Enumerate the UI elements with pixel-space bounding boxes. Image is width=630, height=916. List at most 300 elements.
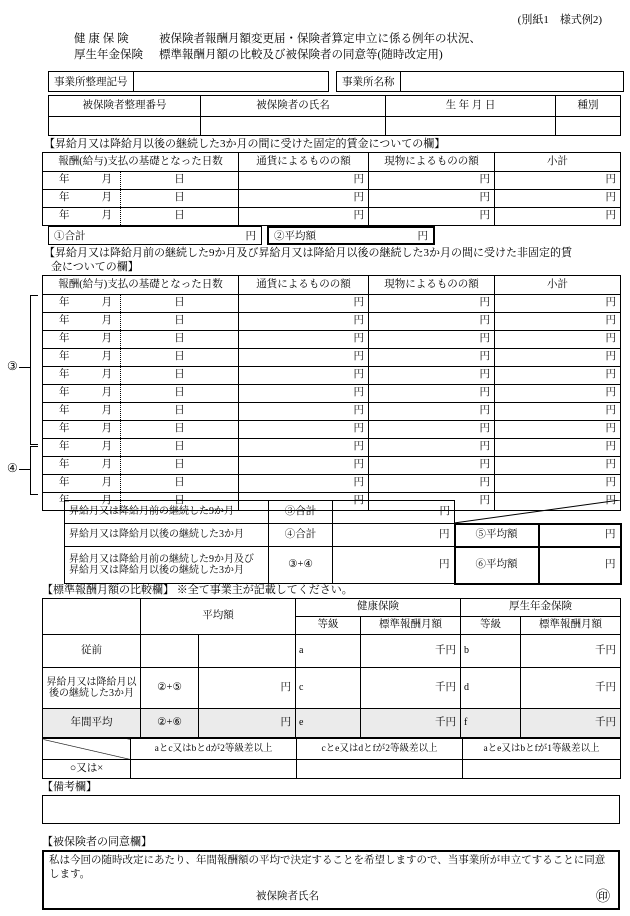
answer-cell-1[interactable] [131, 760, 297, 779]
insured-table [48, 95, 621, 136]
month-unit: 月 [101, 423, 112, 435]
yen-unit: 円 [353, 297, 364, 309]
yen-unit: 円 [605, 459, 616, 471]
subtotal-cell[interactable] [495, 331, 621, 349]
cash-amount-cell[interactable] [239, 367, 369, 385]
wage-row [43, 349, 621, 367]
average-header: 平均額 [141, 599, 296, 635]
threemonths-op: ②+⑤ [141, 668, 199, 709]
year-unit: 年 [59, 477, 70, 489]
answer-cell-2[interactable] [297, 760, 463, 779]
day-unit: 日 [174, 387, 185, 399]
insured-type-field[interactable] [556, 117, 621, 136]
grade-cell-c[interactable] [296, 668, 361, 709]
inkind-amount-cell[interactable] [369, 172, 495, 190]
subtotal-cell[interactable] [495, 190, 621, 208]
grade-cell-f[interactable] [461, 709, 521, 738]
year-unit: 年 [59, 297, 70, 309]
days-cell[interactable] [121, 172, 239, 190]
year-month-cell[interactable] [43, 295, 121, 313]
grade-header: 等級 [461, 617, 521, 635]
thousand-yen-unit: 千円 [435, 716, 456, 728]
comparison-row-annual [43, 709, 621, 738]
wage-row [43, 190, 621, 208]
annual-average-cell[interactable] [199, 709, 296, 738]
month-unit: 月 [101, 192, 112, 204]
office-code-field[interactable] [134, 72, 329, 91]
inkind-amount-cell[interactable] [369, 367, 495, 385]
wage-row [43, 403, 621, 421]
monthly-cell-a[interactable] [361, 635, 461, 668]
insured-birth-header: 生 年 月 日 [386, 96, 556, 117]
monthly-cell-e[interactable] [361, 709, 461, 738]
avg6-value-cell[interactable] [539, 547, 621, 584]
days-cell[interactable] [121, 421, 239, 439]
day-unit: 日 [174, 477, 185, 489]
yen-unit: 円 [605, 495, 616, 507]
summary-row-combined [65, 547, 621, 584]
insured-name-field[interactable] [201, 117, 386, 136]
thousand-yen-unit: 千円 [595, 644, 616, 656]
nonfixed-wage-section-title [44, 247, 572, 274]
answer-cell-3[interactable] [463, 760, 621, 779]
day-unit: 日 [174, 441, 185, 453]
insured-birth-field[interactable] [386, 117, 556, 136]
total1-box[interactable] [48, 226, 262, 245]
year-unit: 年 [59, 315, 70, 327]
form-description-line1: 被保険者報酬月額変更届・保険者算定申立に係る例年の状況、 [159, 33, 481, 45]
month-unit: 月 [101, 495, 112, 507]
month-unit: 月 [101, 459, 112, 471]
month-unit: 月 [101, 369, 112, 381]
yen-unit: 円 [605, 441, 616, 453]
yen-unit: 円 [353, 174, 364, 186]
yen-unit: 円 [439, 505, 450, 517]
yen-unit: 円 [605, 333, 616, 345]
comparison-note: ※全て事業主が記載してください。 [176, 584, 353, 596]
yen-unit: 円 [479, 351, 490, 363]
days-cell[interactable] [121, 403, 239, 421]
thousand-yen-unit: 千円 [435, 681, 456, 693]
yen-unit: 円 [353, 333, 364, 345]
month-unit: 月 [101, 315, 112, 327]
form-description-line2: 標準報酬月額の比較及び被保険者の同意等(随時改定用) [159, 49, 443, 61]
cash-amount-cell[interactable] [239, 475, 369, 493]
fixed-wage-table [42, 152, 621, 226]
yen-unit: 円 [353, 423, 364, 435]
inkind-amount-cell[interactable] [369, 208, 495, 226]
day-unit: 日 [174, 210, 185, 222]
inkind-amount-cell[interactable] [369, 475, 495, 493]
days-cell[interactable] [121, 475, 239, 493]
sum4-value-cell[interactable] [333, 524, 455, 547]
year-month-cell[interactable] [43, 457, 121, 475]
yen-unit: 円 [353, 351, 364, 363]
wage-row [43, 331, 621, 349]
cash-amount-cell[interactable] [239, 208, 369, 226]
days-column-header: 報酬(給与)支払の基礎となった日数 [43, 153, 239, 172]
remarks-field[interactable] [42, 795, 620, 824]
inkind-amount-cell[interactable] [369, 331, 495, 349]
cash-amount-cell[interactable] [239, 190, 369, 208]
inkind-amount-cell[interactable] [369, 295, 495, 313]
previous-op-cell [141, 635, 199, 668]
seal-mark: ㊞ [596, 890, 610, 905]
form-description [159, 31, 481, 63]
judgement-condition-row [43, 739, 621, 760]
sum34-value-cell[interactable] [333, 547, 455, 584]
inkind-amount-cell[interactable] [369, 403, 495, 421]
days-cell[interactable] [121, 313, 239, 331]
wage-row [43, 385, 621, 403]
letter-e: e [299, 717, 304, 729]
total1-label: ①合計 [54, 231, 86, 242]
days-cell[interactable] [121, 457, 239, 475]
avg5-value-cell[interactable] [539, 524, 621, 547]
year-unit: 年 [59, 495, 70, 507]
insured-name-field[interactable] [344, 890, 578, 904]
wage-row [43, 439, 621, 457]
inkind-amount-cell[interactable] [369, 349, 495, 367]
comparison-title-text: 【標準報酬月額の比較欄】 [42, 584, 174, 596]
nonfixed-wage-rows [43, 295, 621, 511]
monthly-cell-d[interactable] [521, 668, 621, 709]
pension-insurance-header: 厚生年金保険 [461, 599, 621, 617]
comparison-row-3months [43, 668, 621, 709]
subtotal-cell[interactable] [495, 349, 621, 367]
year-month-cell[interactable] [43, 208, 121, 226]
letter-b: b [464, 645, 469, 657]
year-unit: 年 [59, 405, 70, 417]
subtotal-cell[interactable] [495, 403, 621, 421]
year-unit: 年 [59, 369, 70, 381]
marker-3-connector [19, 367, 30, 368]
fixed-wage-section-title: 【昇給月又は降給月以後の継続した3か月の間に受けた固定的賃金についての欄】 [44, 138, 446, 150]
sum4-label: ④合計 [269, 524, 333, 547]
nonfixed-wage-table [42, 275, 621, 511]
inkind-amount-cell[interactable] [369, 421, 495, 439]
days-column-header: 報酬(給与)支払の基礎となった日数 [43, 276, 239, 295]
cash-amount-cell[interactable] [239, 403, 369, 421]
yen-unit: 円 [439, 558, 450, 570]
month-unit: 月 [101, 297, 112, 309]
subtotal-cell[interactable] [495, 421, 621, 439]
days-cell[interactable] [121, 190, 239, 208]
grade-cell-a[interactable] [296, 635, 361, 668]
wage-row [43, 421, 621, 439]
day-unit: 日 [174, 333, 185, 345]
year-month-cell[interactable] [43, 313, 121, 331]
office-name-label: 事業所名称 [337, 72, 401, 91]
letter-d: d [464, 682, 469, 694]
cash-amount-cell[interactable] [239, 457, 369, 475]
days-cell[interactable] [121, 367, 239, 385]
month-unit: 月 [101, 174, 112, 186]
previous-average-cell[interactable] [199, 635, 296, 668]
cash-column-header: 通貨によるものの額 [239, 153, 369, 172]
month-unit: 月 [101, 387, 112, 399]
year-month-cell[interactable] [43, 367, 121, 385]
summary-3m-label: 昇給月又は降給月以後の継続した3か月 [65, 524, 269, 547]
subtotal-cell[interactable] [495, 385, 621, 403]
yen-unit: 円 [605, 423, 616, 435]
comparison-header-row1 [43, 599, 621, 617]
comparison-row-previous [43, 635, 621, 668]
form-title [74, 31, 481, 63]
avg2-label: ②平均額 [274, 231, 316, 242]
inkind-amount-cell[interactable] [369, 385, 495, 403]
yen-unit: 円 [479, 423, 490, 435]
yen-unit: 円 [353, 387, 364, 399]
day-unit: 日 [174, 297, 185, 309]
condition-3: aとe又はbとfが1等級差以上 [463, 739, 621, 760]
yen-unit: 円 [280, 681, 291, 693]
thousand-yen-unit: 千円 [595, 681, 616, 693]
yen-unit: 円 [479, 192, 490, 204]
month-unit: 月 [101, 477, 112, 489]
day-unit: 日 [174, 369, 185, 381]
threemonths-label: 昇給月又は降給月以後の継続した3か月 [43, 668, 141, 709]
day-unit: 日 [174, 459, 185, 471]
subtotal-cell[interactable] [495, 367, 621, 385]
yen-unit: 円 [605, 477, 616, 489]
sum3-label: ③合計 [269, 501, 333, 524]
avg5-label: ⑤平均額 [455, 524, 539, 547]
year-month-cell[interactable] [43, 385, 121, 403]
fixed-totals-row [48, 226, 435, 245]
cash-amount-cell[interactable] [239, 313, 369, 331]
nonfixed-title-line2: 金についての欄】 [51, 260, 139, 273]
monthly-cell-c[interactable] [361, 668, 461, 709]
year-unit: 年 [59, 192, 70, 204]
marker-4-bracket [30, 446, 38, 495]
subtotal-cell[interactable] [495, 313, 621, 331]
month-unit: 月 [101, 405, 112, 417]
subtotal-cell[interactable] [495, 457, 621, 475]
year-month-cell[interactable] [43, 331, 121, 349]
cash-amount-cell[interactable] [239, 331, 369, 349]
yen-unit: 円 [353, 192, 364, 204]
yen-unit: 円 [605, 405, 616, 417]
health-insurance-label: 健 康 保 険 [74, 33, 129, 45]
sum3-value-cell[interactable] [333, 501, 455, 524]
cash-amount-cell[interactable] [239, 421, 369, 439]
grade-header: 等級 [296, 617, 361, 635]
cash-amount-cell[interactable] [239, 172, 369, 190]
day-unit: 日 [174, 192, 185, 204]
summary-combined-label-line1: 昇給月又は降給月前の継続した9か月及び [69, 553, 254, 565]
cash-column-header: 通貨によるものの額 [239, 276, 369, 295]
consent-body: 私は今回の随時改定にあたり、年間報酬額の平均で決定することを希望しますので、当事業所が申立てすることに同意します。 [49, 855, 606, 880]
insured-name-label: 被保険者氏名 [256, 891, 319, 902]
yen-unit: 円 [479, 459, 490, 471]
monthly-header: 標準報酬月額 [521, 617, 621, 635]
subtotal-column-header: 小計 [495, 153, 621, 172]
days-cell[interactable] [121, 208, 239, 226]
year-unit: 年 [59, 387, 70, 399]
yen-unit: 円 [605, 192, 616, 204]
avg6-label: ⑥平均額 [455, 547, 539, 584]
inkind-amount-cell[interactable] [369, 190, 495, 208]
day-unit: 日 [174, 351, 185, 363]
yen-unit: 円 [479, 369, 490, 381]
monthly-cell-b[interactable] [521, 635, 621, 668]
cash-amount-cell[interactable] [239, 439, 369, 457]
year-unit: 年 [59, 333, 70, 345]
days-cell[interactable] [121, 331, 239, 349]
subtotal-cell[interactable] [495, 475, 621, 493]
yen-unit: 円 [479, 441, 490, 453]
yen-unit: 円 [605, 174, 616, 186]
month-unit: 月 [101, 351, 112, 363]
year-month-cell[interactable] [43, 421, 121, 439]
year-unit: 年 [59, 441, 70, 453]
day-unit: 日 [174, 315, 185, 327]
letter-c: c [299, 682, 304, 694]
marker-3-bracket [30, 295, 38, 445]
yen-unit: 円 [479, 495, 490, 507]
nonfixed-title-line1: 【昇給月又は降給月前の継続した9か月及び昇給月又は降給月以後の継続した3か月の間に受けた非固定的賃 [44, 247, 572, 259]
cash-amount-cell[interactable] [239, 295, 369, 313]
annual-average-label: 年間平均 [43, 709, 141, 738]
yen-unit: 円 [353, 315, 364, 327]
yen-unit: 円 [245, 231, 256, 242]
subtotal-cell[interactable] [495, 295, 621, 313]
grade-cell-b[interactable] [461, 635, 521, 668]
year-unit: 年 [59, 423, 70, 435]
wage-row [43, 295, 621, 313]
threemonths-average-cell[interactable] [199, 668, 296, 709]
yen-unit: 円 [479, 297, 490, 309]
yen-unit: 円 [353, 441, 364, 453]
year-month-cell[interactable] [43, 172, 121, 190]
day-unit: 日 [174, 174, 185, 186]
remarks-title: 【備考欄】 [42, 781, 97, 793]
marker-4-label: ④ [7, 461, 18, 475]
subtotal-column-header: 小計 [495, 276, 621, 295]
na-diagonal [454, 500, 620, 523]
insured-number-field[interactable] [49, 117, 201, 136]
monthly-cell-f[interactable] [521, 709, 621, 738]
wage-row [43, 457, 621, 475]
yen-unit: 円 [479, 387, 490, 399]
yen-unit: 円 [605, 558, 616, 570]
yen-unit: 円 [353, 495, 364, 507]
thousand-yen-unit: 千円 [595, 716, 616, 728]
year-month-cell[interactable] [43, 439, 121, 457]
yen-unit: 円 [605, 297, 616, 309]
year-unit: 年 [59, 210, 70, 222]
yen-unit: 円 [605, 387, 616, 399]
inkind-amount-cell[interactable] [369, 313, 495, 331]
summary-combined-label-line2: 昇給月又は降給月以後の継続した3か月 [69, 565, 244, 576]
yen-unit: 円 [439, 528, 450, 540]
inkind-column-header: 現物によるものの額 [369, 153, 495, 172]
days-cell[interactable] [121, 349, 239, 367]
yen-unit: 円 [479, 333, 490, 345]
condition-1: aとc又はbとdが2等級差以上 [131, 739, 297, 760]
grade-cell-d[interactable] [461, 668, 521, 709]
office-name-box [336, 71, 624, 92]
year-unit: 年 [59, 174, 70, 186]
yen-unit: 円 [605, 528, 616, 540]
wage-row [43, 172, 621, 190]
sum34-label: ③+④ [269, 547, 333, 584]
yen-unit: 円 [605, 315, 616, 327]
insurance-names [74, 31, 143, 63]
days-cell[interactable] [121, 385, 239, 403]
yen-unit: 円 [353, 369, 364, 381]
thousand-yen-unit: 千円 [435, 644, 456, 656]
mark-label: ○又は× [43, 760, 131, 779]
judgement-table [42, 738, 621, 779]
days-cell[interactable] [121, 439, 239, 457]
fixed-wage-rows [43, 172, 621, 226]
yen-unit: 円 [353, 477, 364, 489]
year-month-cell[interactable] [43, 475, 121, 493]
marker-4-connector [19, 469, 30, 470]
avg2-box[interactable] [267, 226, 435, 245]
marker-3-label: ③ [7, 359, 18, 373]
yen-unit: 円 [479, 174, 490, 186]
office-row [48, 71, 624, 92]
wage-table-header [43, 276, 621, 295]
letter-f: f [464, 717, 468, 729]
summary-row-3months [65, 524, 621, 547]
cash-amount-cell[interactable] [239, 349, 369, 367]
year-month-cell[interactable] [43, 349, 121, 367]
yen-unit: 円 [353, 459, 364, 471]
summary-combined-label [65, 547, 269, 584]
office-name-field[interactable] [401, 72, 624, 91]
yen-unit: 円 [280, 716, 291, 728]
comparison-section-title [42, 584, 353, 598]
grade-cell-e[interactable] [296, 709, 361, 738]
office-code-label: 事業所整理記号 [49, 72, 134, 91]
year-month-cell[interactable] [43, 403, 121, 421]
days-cell[interactable] [121, 295, 239, 313]
insured-type-header: 種別 [556, 96, 621, 117]
insured-data-row [49, 117, 621, 136]
yen-unit: 円 [417, 231, 428, 242]
annual-op: ②+⑥ [141, 709, 199, 738]
subtotal-cell[interactable] [495, 208, 621, 226]
wage-table-header [43, 153, 621, 172]
insured-name-header: 被保険者の氏名 [201, 96, 386, 117]
consent-title: 【被保険者の同意欄】 [42, 836, 152, 848]
wage-row [43, 475, 621, 493]
year-month-cell[interactable] [43, 190, 121, 208]
letter-a: a [299, 645, 304, 657]
diagonal-cell [43, 739, 131, 760]
month-unit: 月 [101, 210, 112, 222]
subtotal-cell[interactable] [495, 172, 621, 190]
inkind-amount-cell[interactable] [369, 457, 495, 475]
cash-amount-cell[interactable] [239, 385, 369, 403]
previous-label: 従前 [43, 635, 141, 668]
day-unit: 日 [174, 495, 185, 507]
corner-note: (別紙1 様式例2) [517, 14, 602, 26]
health-insurance-header: 健康保険 [296, 599, 461, 617]
year-unit: 年 [59, 459, 70, 471]
inkind-amount-cell[interactable] [369, 439, 495, 457]
subtotal-cell[interactable] [495, 439, 621, 457]
wage-row [43, 367, 621, 385]
yen-unit: 円 [605, 351, 616, 363]
month-unit: 月 [101, 333, 112, 345]
yen-unit: 円 [353, 405, 364, 417]
yen-unit: 円 [479, 477, 490, 489]
